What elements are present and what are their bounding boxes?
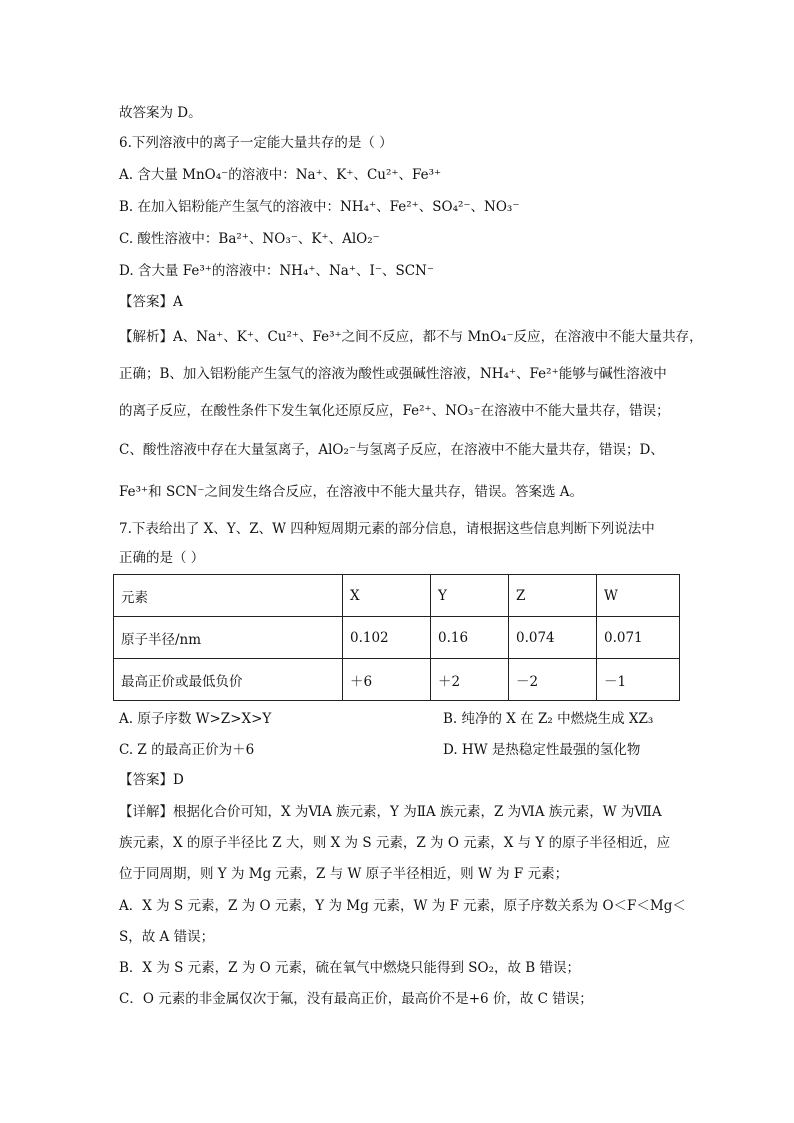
question-6-analysis-line: C、酸性溶液中存在大量氢离子，AlO₂⁻与氢离子反应，在溶液中不能大量共存，错误；D、 [119, 442, 664, 458]
table-cell: 元素 [114, 575, 343, 617]
table-cell: 0.074 [509, 617, 597, 659]
table-cell: －1 [597, 659, 680, 701]
table-cell: 0.102 [343, 617, 431, 659]
prev-answer-line: 故答案为 D。 [119, 105, 202, 121]
question-7-option-c: C. Z 的最高正价为＋6 [119, 742, 255, 758]
question-7-detail-line: B．X 为 S 元素，Z 为 O 元素，硫在氧气中燃烧只能得到 SO₂，故 B 错误； [119, 960, 580, 976]
question-6-analysis-line: Fe³⁺和 SCN⁻之间发生络合反应，在溶液中不能大量共存，错误。答案选 A。 [119, 484, 584, 500]
question-7-detail-line: C．O 元素的非金属仅次于氟，没有最高正价，最高价不是+6 价，故 C 错误； [119, 991, 593, 1007]
question-6-answer: 【答案】A [119, 294, 183, 310]
table-cell: X [343, 575, 431, 617]
table-row [114, 617, 680, 659]
question-6-analysis-line: 正确；B、加入铝粉能产生氢气的溶液为酸性或强碱性溶液，NH₄⁺、Fe²⁺能够与碱性溶液中 [119, 366, 667, 382]
question-7-detail-line: 【详解】根据化合价可知，X 为ⅥA 族元素，Y 为ⅡA 族元素，Z 为ⅥA 族元素，W 为ⅦA [119, 804, 662, 820]
question-6-option-d: D. 含大量 Fe³⁺的溶液中：NH₄⁺、Na⁺、I⁻、SCN⁻ [119, 263, 434, 279]
table-cell: ＋6 [343, 659, 431, 701]
question-6-option-b: B. 在加入铝粉能产生氢气的溶液中：NH₄⁺、Fe²⁺、SO₄²⁻、NO₃⁻ [119, 199, 520, 215]
table-cell: －2 [509, 659, 597, 701]
table-cell: W [597, 575, 680, 617]
question-7-stem-cont: 正确的是（ ） [119, 550, 205, 566]
table-cell: Z [509, 575, 597, 617]
table-row [114, 659, 680, 701]
question-7-detail-line: S，故 A 错误； [119, 929, 215, 945]
element-info-table [113, 574, 680, 701]
question-7-detail-line: 位于同周期，则 Y 为 Mg 元素，Z 与 W 原子半径相近，则 W 为 F 元素； [119, 866, 569, 882]
question-7-answer: 【答案】D [119, 772, 184, 788]
question-7-option-a: A. 原子序数 W>Z>X>Y [119, 711, 272, 727]
question-6-stem: 6.下列溶液中的离子一定能大量共存的是（ ） [119, 135, 393, 151]
table-cell: 0.071 [597, 617, 680, 659]
question-6-analysis-line: 的离子反应，在酸性条件下发生氧化还原反应，Fe²⁺、NO₃⁻在溶液中不能大量共存，错误； [119, 403, 670, 419]
table-header-row [114, 575, 680, 617]
question-7-stem: 7.下表给出了 X、Y、Z、W 四种短周期元素的部分信息，请根据这些信息判断下列说法中 [119, 521, 655, 537]
question-7-detail-line: A．X 为 S 元素，Z 为 O 元素，Y 为 Mg 元素，W 为 F 元素，原子序数关系为 O＜F＜Mg＜ [119, 898, 686, 914]
question-6-analysis-line: 【解析】A、Na⁺、K⁺、Cu²⁺、Fe³⁺之间不反应，都不与 MnO₄⁻反应，在溶液中不能大量共存， [119, 329, 703, 345]
table-cell: 原子半径/nm [114, 617, 343, 659]
table-cell: 0.16 [431, 617, 509, 659]
question-7-option-b: B. 纯净的 X 在 Z₂ 中燃烧生成 XZ₃ [443, 711, 654, 727]
question-6-option-c: C. 酸性溶液中：Ba²⁺、NO₃⁻、K⁺、AlO₂⁻ [119, 231, 380, 247]
question-7-detail-line: 族元素，X 的原子半径比 Z 大，则 X 为 S 元素，Z 为 O 元素，X 与 Y 的原子半径相近，应 [119, 835, 671, 851]
question-6-option-a: A. 含大量 MnO₄⁻的溶液中：Na⁺、K⁺、Cu²⁺、Fe³⁺ [119, 167, 442, 183]
question-7-option-d: D. HW 是热稳定性最强的氢化物 [443, 742, 641, 758]
table-cell: Y [431, 575, 509, 617]
table-cell: ＋2 [431, 659, 509, 701]
table-cell: 最高正价或最低负价 [114, 659, 343, 701]
